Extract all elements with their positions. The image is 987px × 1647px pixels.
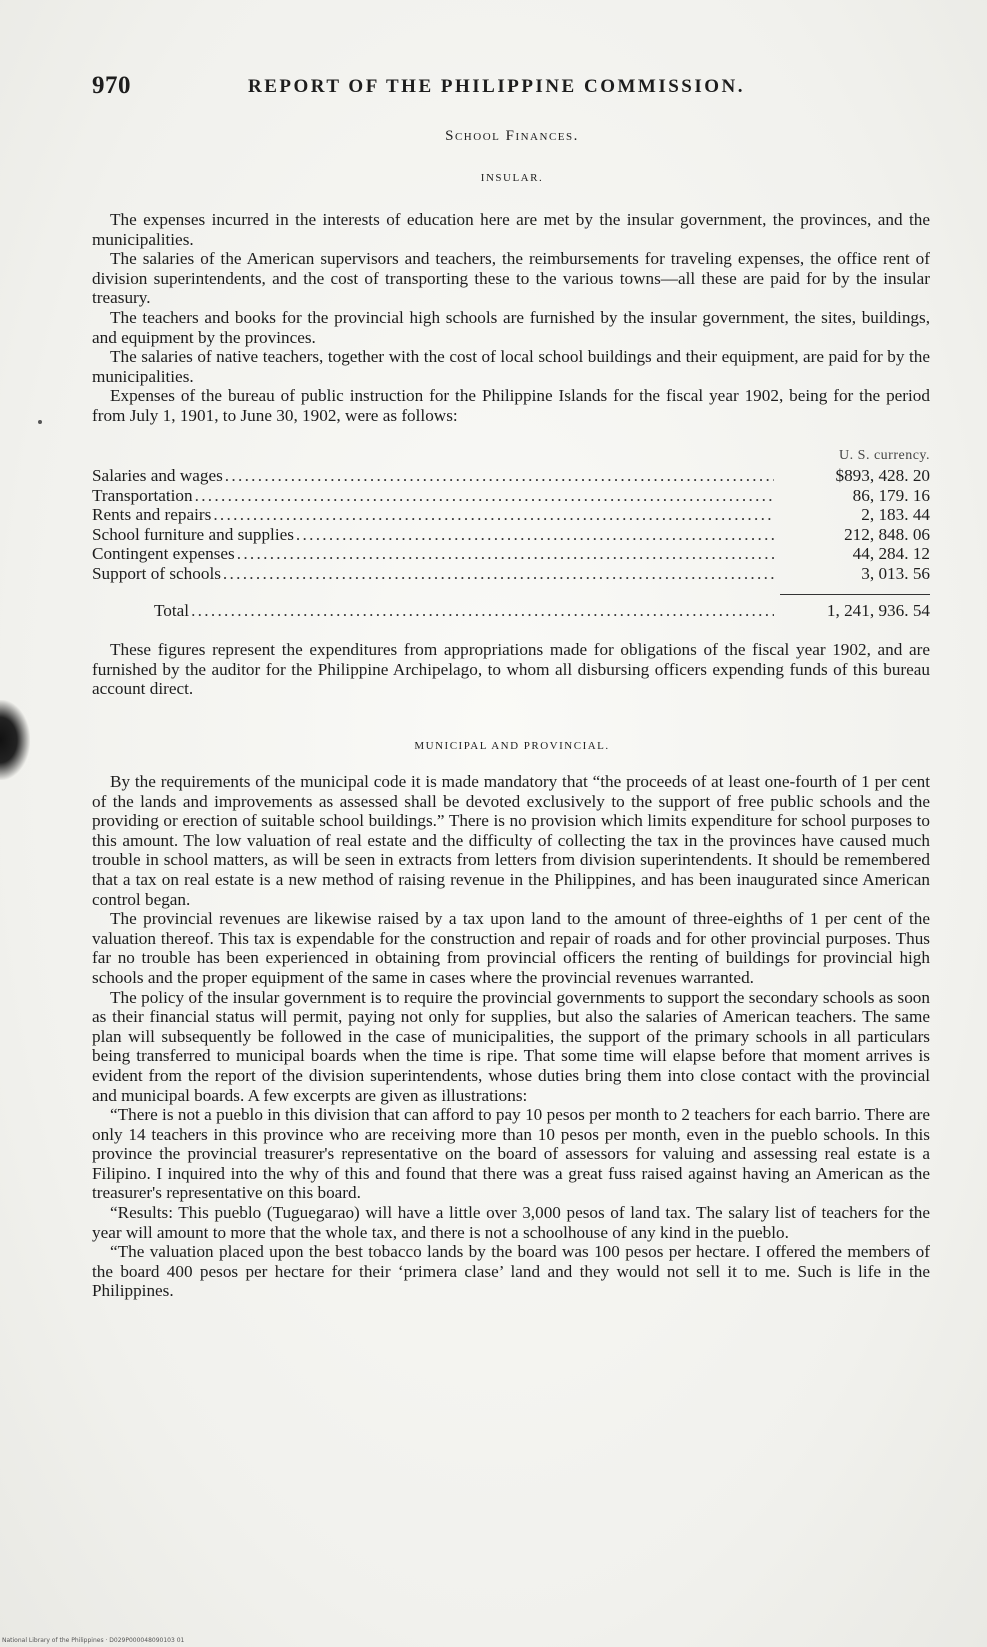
row-label: Transportation bbox=[92, 485, 193, 505]
dot-leader bbox=[191, 601, 774, 621]
subheading-insular: INSULAR. bbox=[480, 172, 544, 184]
municipal-section bbox=[92, 772, 930, 1301]
paragraph: The salaries of the American supervisors and teachers, the reimbursements for traveling expenses, the office rent of division superintendents, and the cost of transporting these to the various towns—all these are paid for by the insular treasury. bbox=[92, 249, 930, 308]
currency-label: U. S. currency. bbox=[839, 448, 930, 463]
row-amount: 86, 179. 16 bbox=[852, 485, 930, 505]
table-row bbox=[92, 544, 930, 564]
table-row bbox=[92, 525, 930, 545]
total-label: Total bbox=[154, 600, 190, 620]
paragraph: The expenses incurred in the interests of education here are met by the insular government, the provinces, and the municipalities. bbox=[92, 210, 930, 249]
scan-edge-shadow bbox=[0, 700, 30, 780]
row-amount: 3, 013. 56 bbox=[861, 563, 930, 583]
paragraph: “There is not a pueblo in this division that can afford to pay 10 pesos per month to 2 teachers for each barrio. There are only 14 teachers in this province who are receiving more than 10 pesos per month, even in the pueblo schools. In this province the provincial treasurer's representative on the board of assessors for valuing and assessing real estate is a Filipino. I inquired into the why of this and found that there was a great fuss raised against having an American as the treasurer's representative on this board. bbox=[92, 1105, 930, 1203]
row-label: Support of schools bbox=[92, 563, 221, 583]
paragraph: These figures represent the expenditures from appropriations made for obligations of the fiscal year 1902, and are furnished by the auditor for the Philippine Archipelago, to whom all disbursing officers expending funds of this bureau account direct. bbox=[92, 640, 930, 699]
dot-leader bbox=[225, 466, 774, 486]
table-row bbox=[92, 505, 930, 525]
insular-section bbox=[92, 210, 930, 426]
total-rule bbox=[780, 592, 930, 595]
row-label: Salaries and wages bbox=[92, 466, 223, 485]
row-amount: $893, 428. 20 bbox=[835, 466, 930, 485]
page-number: 970 bbox=[92, 72, 131, 99]
row-amount: 44, 284. 12 bbox=[852, 544, 930, 564]
page-header bbox=[92, 72, 932, 108]
row-amount: 212, 848. 06 bbox=[844, 524, 930, 544]
row-amount: 2, 183. 44 bbox=[861, 505, 930, 525]
dot-leader bbox=[195, 486, 774, 506]
subheading-municipal-provincial: MUNICIPAL AND PROVINCIAL. bbox=[414, 740, 610, 752]
total-amount: 1, 241, 936. 54 bbox=[826, 600, 930, 620]
paragraph: The provincial revenues are likewise raised by a tax upon land to the amount of three-eighths of 1 per cent of the valuation thereof. This tax is expendable for the construction and repair of roads and for other provincial purposes. Thus far no trouble has been experienced in obtaining from provincial officers the renting of buildings for provincial high schools and the proper equipment of the same in cases where the provincial revenues warranted. bbox=[92, 909, 930, 987]
dot-leader bbox=[237, 544, 774, 564]
dot-leader bbox=[296, 525, 774, 545]
scan-footer: National Library of the Philippines · D029P000048090103 01 bbox=[2, 1637, 185, 1644]
paragraph: The policy of the insular government is to require the provincial governments to support the secondary schools as soon as their financial status will permit, paying not only for supplies, but also the salaries of American teachers. The same plan will subsequently be followed in the case of municipalities, the support of the primary schools in all particulars being transferred to municipal boards when the time is ripe. That some time will elapse before that moment arrives is evident from the report of the division superintendents, whose duties bring them into close contact with the provincial and municipal boards. A few excerpts are given as illustrations: bbox=[92, 987, 930, 1105]
row-label: Contingent expenses bbox=[92, 544, 235, 564]
paragraph: “Results: This pueblo (Tuguegarao) will have a little over 3,000 pesos of land tax. The salary list of teachers for the year will amount to more that the whole tax, and there is not a schoolhouse of any kind in the pueblo. bbox=[92, 1203, 930, 1242]
table-row bbox=[92, 486, 930, 506]
running-head: REPORT OF THE PHILIPPINE COMMISSION. bbox=[248, 76, 746, 97]
expense-table bbox=[92, 446, 930, 620]
paragraph: The salaries of native teachers, together with the cost of local school buildings and their equipment, are paid for by the municipalities. bbox=[92, 347, 930, 386]
section-heading-school-finances: School Finances. bbox=[445, 128, 579, 144]
table-row bbox=[92, 564, 930, 584]
paragraph: “The valuation placed upon the best tobacco lands by the board was 100 pesos per hectare. I offered the members of the board 400 pesos per hectare for their ‘primera clase’ land and they would not sell it to me. Such is life in the Philippines. bbox=[92, 1242, 930, 1301]
paragraph: By the requirements of the municipal code it is made mandatory that “the proceeds of at least one-fourth of 1 per cent of the lands and improvements as assessed shall be devoted exclusively to the support of free public schools and the providing or erection of suitable school buildings.” There is no provision which limits expenditure for school purposes to this amount. The low valuation of real estate and the difficulty of collecting the tax in the provinces have caused much trouble in school matters, as will be seen in extracts from letters from division superintendents. It should be remembered that a tax on real estate is a new method of raising revenue in the Philippines, and has been inaugurated since American control began. bbox=[92, 772, 930, 909]
row-label: School furniture and supplies bbox=[92, 524, 294, 544]
dot-leader bbox=[213, 505, 774, 525]
paragraph: Expenses of the bureau of public instruction for the Philippine Islands for the fiscal year 1902, being for the period from July 1, 1901, to June 30, 1902, were as follows: bbox=[92, 386, 930, 425]
scan-speck bbox=[38, 420, 42, 424]
dot-leader bbox=[223, 564, 774, 584]
row-label: Rents and repairs bbox=[92, 505, 212, 525]
table-total-row bbox=[92, 601, 930, 621]
paragraph: The teachers and books for the provincial high schools are furnished by the insular government, the sites, buildings, and equipment by the provinces. bbox=[92, 307, 930, 347]
table-row bbox=[92, 466, 930, 486]
after-table-section bbox=[92, 640, 930, 699]
